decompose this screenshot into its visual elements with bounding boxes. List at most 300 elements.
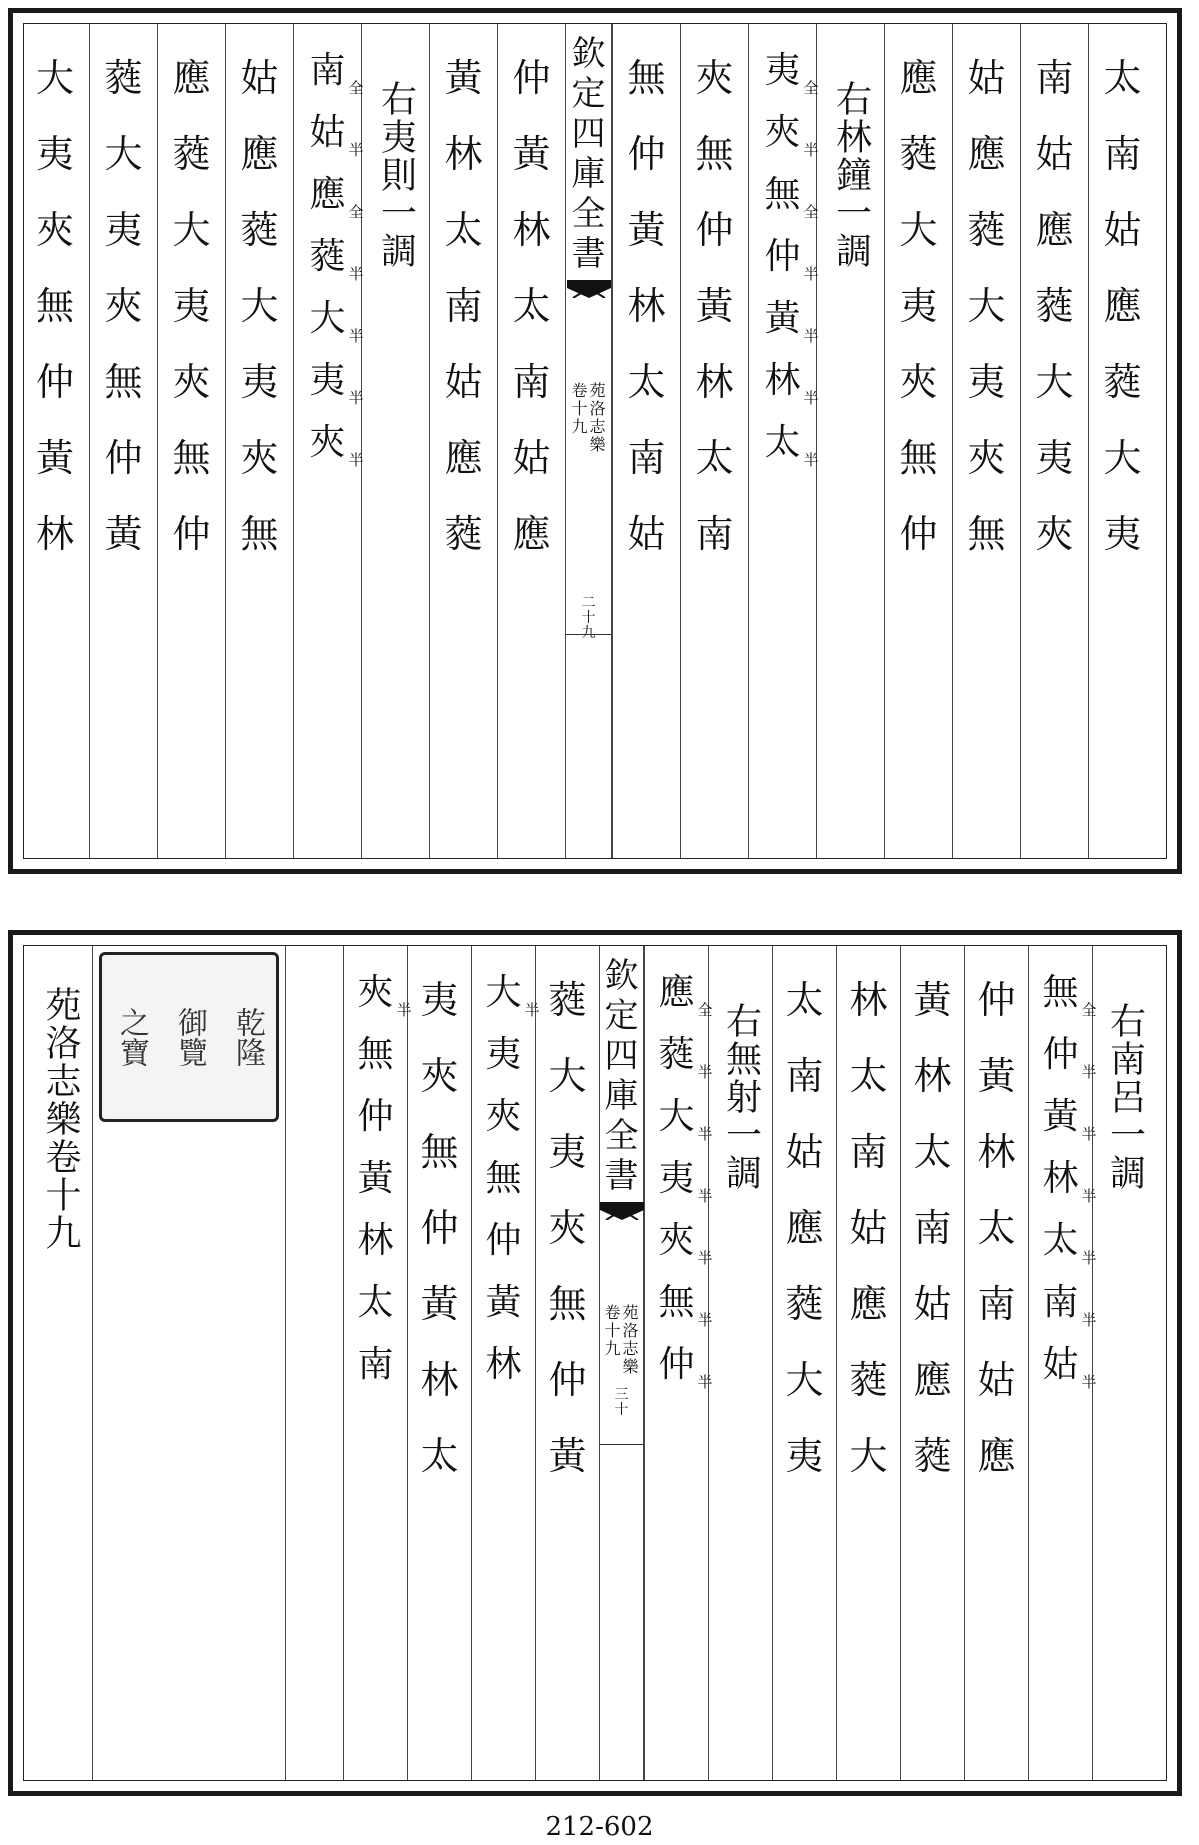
pitch-char: 無 [35,284,74,328]
glyph-cell [485,1210,521,1272]
pitch-char: 黃 [420,1282,459,1326]
glyph-cell [36,192,74,268]
glyph-cell [485,1334,521,1396]
pitch-char: 姑 [512,436,551,480]
glyph-cell [420,1418,458,1494]
pitch-annotation: 半 [803,389,819,407]
pitch-char: 太 [420,1434,459,1478]
seal-text: 御覽 [172,1007,207,1067]
glyph-cell [967,116,1005,192]
pitch-char: 應 [658,972,695,1013]
glyph-cell [172,116,210,192]
text-column [964,946,1028,1780]
text-column [429,24,497,858]
glyph-cell [695,116,733,192]
pitch-char: 夷 [104,208,143,252]
pitch-char: 黃 [548,1434,587,1478]
pitch-char: 太 [512,284,551,328]
glyph-cell [977,962,1015,1038]
centre-title-char: 庫 [604,1076,639,1116]
text-column [900,946,964,1780]
text-column [89,24,157,858]
glyph-cell [104,268,142,344]
pitch-char: 仲 [548,1358,587,1402]
pitch-char: 仲 [899,512,938,556]
pitch-char: 太 [1103,56,1142,100]
glyph-cell [444,496,482,572]
pitch-char: 夷 [420,978,459,1022]
pitch-char: 夷 [240,360,279,404]
glyph-cell [1035,192,1073,268]
glyph-cell [548,1190,586,1266]
pitch-annotation: 半 [697,1187,713,1205]
top-text-frame [23,23,1167,859]
pitch-char: 夾 [695,56,734,100]
glyph-cell [420,962,458,1038]
pitch-annotation: 半 [524,1001,540,1019]
seal-column [92,946,285,1780]
pitch-char: 姑 [977,1358,1016,1402]
pitch-char: 蕤 [658,1034,695,1075]
pitch-char: 夷 [485,1034,522,1075]
glyph-cell [967,496,1005,572]
glyph-cell [785,1266,823,1342]
heading-column [361,24,429,858]
glyph-cell [1103,40,1141,116]
pitch-char: 林 [913,1054,952,1098]
glyph-cell [785,962,823,1038]
pitch-char: 林 [1042,1158,1079,1199]
pitch-char: 夷 [967,360,1006,404]
pitch-char: 姑 [849,1206,888,1250]
pitch-char: 蕤 [1103,360,1142,404]
glyph-cell [104,496,142,572]
text-column [772,946,836,1780]
pitch-char: 仲 [658,1344,695,1385]
glyph-cell [785,1190,823,1266]
glyph-cell [548,1266,586,1342]
glyph-cell [849,1342,887,1418]
glyph-cell [658,1148,713,1210]
book-char: 樂 [589,435,606,454]
glyph-cell [512,496,550,572]
glyph-cell [658,962,713,1024]
pitch-char: 應 [1103,284,1142,328]
pitch-char: 蕤 [1035,284,1074,328]
centre-title-char: 欽 [604,956,639,996]
pitch-annotation: 半 [803,141,819,159]
glyph-cell [512,40,550,116]
pitch-annotation: 半 [348,389,364,407]
pitch-char: 大 [548,1054,587,1098]
pitch-annotation: 全 [697,1001,713,1019]
pitch-char: 夾 [420,1054,459,1098]
pitch-char: 大 [967,284,1006,328]
pitch-char: 南 [444,284,483,328]
glyph-cell [1042,1086,1097,1148]
glyph-cell [240,116,278,192]
pitch-annotation: 半 [348,265,364,283]
pitch-char: 南 [357,1344,394,1385]
glyph-cell [627,116,665,192]
pitch-char: 蕤 [899,132,938,176]
glyph-cell [899,420,937,496]
glyph-cell [309,40,364,102]
leaf-number-char: 九 [581,625,596,641]
book-char: 志 [622,1339,639,1358]
glyph-cell [913,1190,951,1266]
text-column [1088,24,1156,858]
fishtail-mark-icon [567,280,611,298]
glyph-cell [913,1114,951,1190]
pitch-char: 黃 [913,978,952,1022]
glyph-cell [913,1342,951,1418]
pitch-char: 無 [627,56,666,100]
text-column [407,946,471,1780]
glyph-cell [36,420,74,496]
glyph-cell [967,420,1005,496]
glyph-cell [849,1266,887,1342]
glyph-cell [658,1024,713,1086]
glyph-cell [695,268,733,344]
glyph-cell [1103,420,1141,496]
pitch-char: 南 [977,1282,1016,1326]
centre-title-char: 定 [571,74,606,114]
glyph-cell [309,226,364,288]
glyph-cell [172,268,210,344]
pitch-char: 黃 [1042,1096,1079,1137]
imperial-seal [99,952,279,1122]
centre-title-char: 四 [604,1036,639,1076]
pitch-char: 仲 [485,1220,522,1261]
pitch-char: 林 [485,1344,522,1385]
glyph-cell [485,1272,521,1334]
seal-text: 乾隆 [230,1007,265,1067]
glyph-cell [977,1418,1015,1494]
pitch-annotation: 半 [348,141,364,159]
pitch-char: 蕤 [548,978,587,1022]
fishtail-mark-icon [600,1202,644,1220]
pitch-char: 夾 [104,284,143,328]
text-column [157,24,225,858]
glyph-cell [1035,420,1073,496]
centre-rule [566,634,611,635]
glyph-cell [1103,268,1141,344]
pitch-char: 無 [1042,972,1079,1013]
glyph-cell [104,344,142,420]
seal-text: 之寶 [114,1007,149,1067]
pitch-char: 林 [977,1130,1016,1174]
glyph-cell [849,1418,887,1494]
pitch-char: 應 [977,1434,1016,1478]
pitch-annotation: 全 [803,203,819,221]
pitch-annotation: 全 [803,79,819,97]
centre-title-char: 定 [604,996,639,1036]
centre-title-char: 全 [604,1116,639,1156]
pitch-char: 仲 [35,360,74,404]
glyph-cell [899,268,937,344]
pitch-char: 姑 [309,112,346,153]
glyph-cell [548,962,586,1038]
pitch-char: 姑 [1035,132,1074,176]
glyph-cell [240,192,278,268]
pitch-char: 南 [1103,132,1142,176]
pitch-char: 南 [849,1130,888,1174]
pitch-char: 應 [240,132,279,176]
pitch-char: 無 [899,436,938,480]
glyph-cell [512,192,550,268]
pitch-char: 夾 [967,436,1006,480]
glyph-cell [485,1024,521,1086]
centre-title-char: 欽 [571,34,606,74]
pitch-char: 大 [658,1096,695,1137]
pitch-annotation: 半 [1081,1125,1097,1143]
pitch-char: 夾 [309,422,346,463]
pitch-annotation: 半 [697,1063,713,1081]
glyph-cell [627,420,665,496]
glyph-cell [1103,116,1141,192]
glyph-cell [849,1114,887,1190]
pitch-char: 黃 [104,512,143,556]
centre-strip-title [605,946,639,1196]
pitch-char: 林 [849,978,888,1022]
pitch-char: 大 [35,56,74,100]
pitch-char: 姑 [967,56,1006,100]
glyph-cell [309,412,364,474]
pitch-char: 大 [785,1358,824,1402]
glyph-cell [967,268,1005,344]
glyph-cell [695,496,733,572]
pitch-char: 仲 [1042,1034,1079,1075]
pitch-char: 黃 [357,1158,394,1199]
pitch-char: 黃 [627,208,666,252]
glyph-cell [899,116,937,192]
section-heading: 苑洛志樂卷十九 [40,986,81,1252]
pitch-char: 姑 [1103,208,1142,252]
text-column [285,946,343,1780]
glyph-cell [548,1342,586,1418]
pitch-char: 姑 [785,1130,824,1174]
pitch-char: 仲 [357,1096,394,1137]
glyph-cell [1103,192,1141,268]
pitch-char: 無 [695,132,734,176]
text-column [225,24,293,858]
glyph-cell [913,1418,951,1494]
glyph-cell [785,1114,823,1190]
pitch-char: 夾 [35,208,74,252]
pitch-char: 林 [420,1358,459,1402]
pitch-char: 無 [485,1158,522,1199]
pitch-char: 應 [913,1358,952,1402]
glyph-cell [913,1038,951,1114]
glyph-cell [240,268,278,344]
pitch-char: 應 [444,436,483,480]
pitch-char: 無 [240,512,279,556]
pitch-char: 南 [1042,1282,1079,1323]
book-char: 苑 [589,381,606,400]
pitch-char: 夷 [309,360,346,401]
glyph-cell [104,40,142,116]
pitch-char: 南 [512,360,551,404]
pitch-annotation: 半 [1081,1311,1097,1329]
section-heading: 右夷則一調 [375,80,417,270]
glyph-cell [172,192,210,268]
text-column [1020,24,1088,858]
glyph-cell [1103,344,1141,420]
pitch-char: 姑 [240,56,279,100]
pitch-char: 夷 [899,284,938,328]
glyph-cell [444,116,482,192]
glyph-cell [548,1038,586,1114]
glyph-cell [240,420,278,496]
bottom-page [8,930,1182,1796]
pitch-annotation: 半 [1081,1249,1097,1267]
pitch-char: 太 [695,436,734,480]
text-column [748,24,819,858]
pitch-char: 林 [512,208,551,252]
pitch-char: 黃 [512,132,551,176]
heading-column [816,24,884,858]
pitch-char: 大 [240,284,279,328]
pitch-char: 蕤 [785,1282,824,1326]
pitch-annotation: 半 [697,1373,713,1391]
glyph-cell [913,1266,951,1342]
page-number: 212-602 [545,1812,654,1842]
glyph-cell [548,1114,586,1190]
pitch-char: 黃 [35,436,74,480]
pitch-char: 蕤 [104,56,143,100]
heading-column [708,946,772,1780]
pitch-char: 蕤 [172,132,211,176]
pitch-char: 夾 [240,436,279,480]
glyph-cell [785,1038,823,1114]
pitch-char: 太 [764,422,801,463]
pitch-annotation: 半 [1081,1373,1097,1391]
glyph-cell [967,192,1005,268]
glyph-cell [548,1418,586,1494]
pitch-char: 夷 [548,1130,587,1174]
glyph-cell [36,344,74,420]
glyph-cell [849,962,887,1038]
glyph-cell [627,344,665,420]
glyph-cell [444,344,482,420]
glyph-cell [977,1266,1015,1342]
glyph-cell [764,350,819,412]
pitch-char: 蕤 [849,1358,888,1402]
pitch-char: 夾 [548,1206,587,1250]
glyph-cell [899,192,937,268]
glyph-cell [172,344,210,420]
glyph-cell [695,192,733,268]
pitch-char: 夷 [172,284,211,328]
pitch-char: 無 [420,1130,459,1174]
pitch-char: 應 [512,512,551,556]
text-column [952,24,1020,858]
glyph-cell [309,288,364,350]
pitch-char: 應 [785,1206,824,1250]
centre-title-char: 全 [571,194,606,234]
pitch-char: 姑 [444,360,483,404]
pitch-char: 姑 [627,512,666,556]
glyph-cell [357,962,412,1024]
pitch-char: 南 [309,50,346,91]
pitch-annotation: 半 [803,265,819,283]
volume-char: 十 [571,399,588,418]
glyph-cell [357,1148,393,1210]
glyph-cell [240,496,278,572]
volume-char: 卷 [604,1303,621,1322]
glyph-cell [764,102,819,164]
glyph-cell [967,344,1005,420]
volume-char: 九 [604,1339,621,1358]
text-column [535,946,599,1780]
pitch-char: 大 [172,208,211,252]
pitch-char: 應 [1035,208,1074,252]
glyph-cell [977,1114,1015,1190]
glyph-cell [444,40,482,116]
pitch-char: 黃 [764,298,801,339]
glyph-cell [764,40,819,102]
pitch-char: 仲 [695,208,734,252]
pitch-char: 仲 [172,512,211,556]
glyph-cell [104,420,142,496]
leaf-number-char: 二 [581,595,596,611]
pitch-char: 無 [172,436,211,480]
pitch-char: 蕤 [967,208,1006,252]
pitch-char: 應 [172,56,211,100]
glyph-cell [240,40,278,116]
centre-title-char: 四 [571,114,606,154]
pitch-char: 大 [485,972,522,1013]
pitch-char: 夷 [785,1434,824,1478]
glyph-cell [1035,496,1073,572]
glyph-cell [444,192,482,268]
pitch-annotation: 半 [1081,1063,1097,1081]
pitch-char: 夾 [764,112,801,153]
pitch-char: 無 [104,360,143,404]
pitch-char: 林 [764,360,801,401]
pitch-char: 林 [444,132,483,176]
glyph-cell [764,164,819,226]
pitch-char: 無 [548,1282,587,1326]
glyph-cell [627,192,665,268]
pitch-char: 姑 [1042,1344,1079,1385]
pitch-char: 應 [849,1282,888,1326]
volume-char: 卷 [571,381,588,400]
pitch-annotation: 半 [1081,1187,1097,1205]
pitch-annotation: 半 [697,1125,713,1143]
pitch-annotation: 半 [396,1001,412,1019]
book-char: 洛 [622,1321,639,1340]
pitch-char: 夾 [357,972,394,1013]
pitch-char: 太 [627,360,666,404]
glyph-cell [1042,1210,1097,1272]
glyph-cell [172,40,210,116]
glyph-cell [512,420,550,496]
glyph-cell [627,496,665,572]
glyph-cell [1035,116,1073,192]
pitch-char: 夾 [1035,512,1074,556]
glyph-cell [899,344,937,420]
glyph-cell [849,1038,887,1114]
pitch-char: 大 [849,1434,888,1478]
pitch-char: 大 [309,298,346,339]
glyph-cell [420,1190,458,1266]
pitch-annotation: 半 [697,1311,713,1329]
top-page [8,8,1182,874]
pitch-char: 仲 [977,978,1016,1022]
glyph-cell [172,420,210,496]
